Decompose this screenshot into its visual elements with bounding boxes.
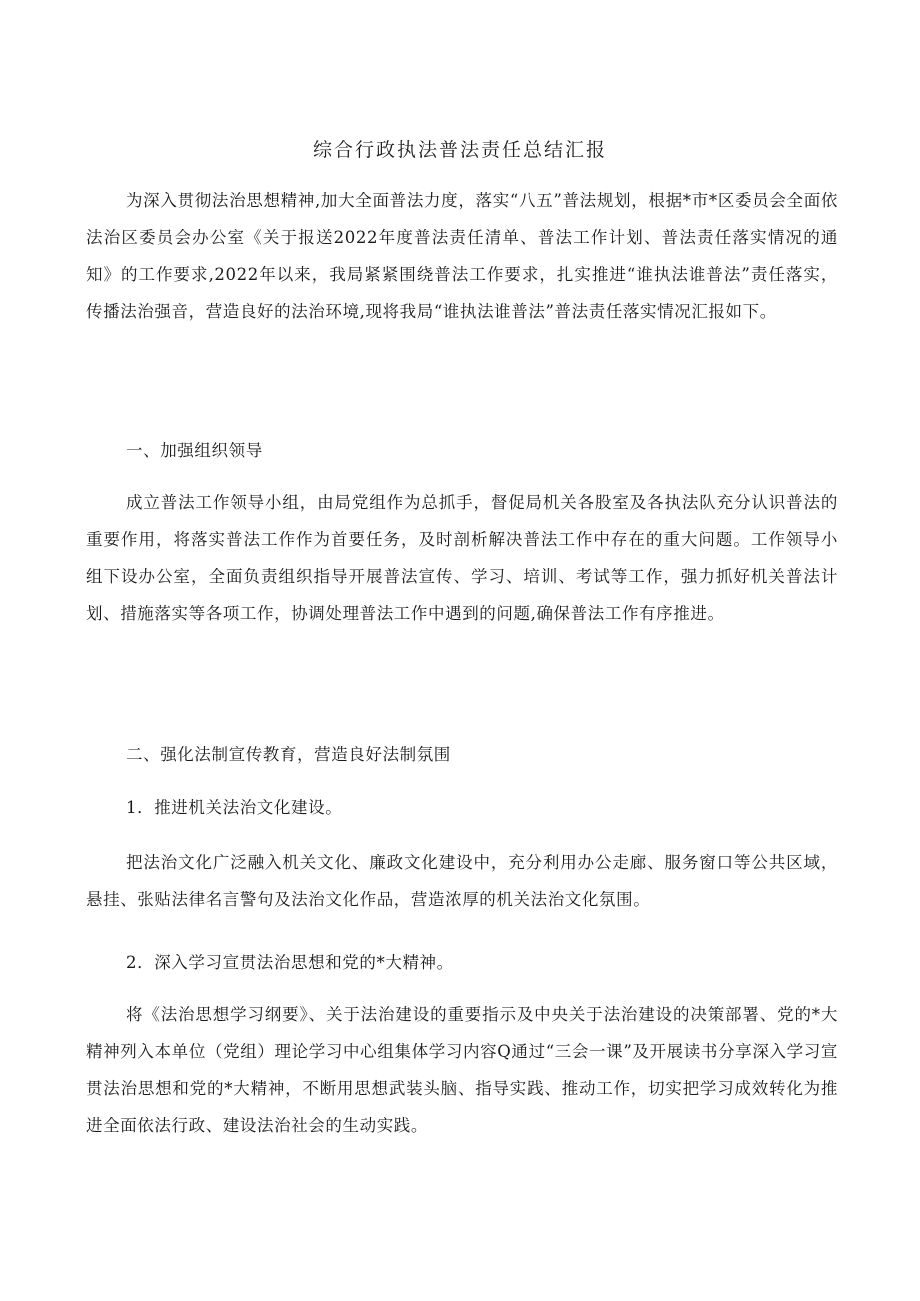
document-title: 综合行政执法普法责任总结汇报 — [312, 139, 607, 161]
section-1-paragraph: 成立普法工作领导小组，由局党组作为总抓手，督促局机关各股室及各执法队充分认识普法的重要作用，将落实普法工作作为首要任务，及时剖析解决普法工作中存在的重大问题。工作领导小组下设办公室，全面负责组织指导开展普法宣传、学习、培训、考试等工作，强力抓好机关普法计划、措施落实等各项工作，协调处理普法工作中遇到的问题,确保普法工作有序推进。 — [86, 493, 838, 623]
intro-paragraph: 为深入贯彻法治思想精神,加大全面普法力度，落实“八五”普法规划，根据*市*区委员会全面依法治区委员会办公室《关于报送2022年度普法责任清单、普法工作计划、普法责任落实情况的通知》的工作要求,2022年以来，我局紧紧围绕普法工作要求，扎实推进“谁执法谁普法”责任落实，传播法治强音，营造良好的法治环境,现将我局“谁执法谁普法”普法责任落实情况汇报如下。 — [86, 191, 838, 321]
section-1-heading: 一、加强组织领导 — [126, 441, 263, 460]
item-1-heading: 1．推进机关法治文化建设。 — [126, 798, 343, 817]
section-2-heading: 二、强化法制宣传教育，营造良好法制氛围 — [126, 745, 451, 764]
item-2-heading: 2．深入学习宣贯法治思想和党的*大精神。 — [126, 953, 454, 972]
item-1-paragraph: 把法治文化广泛融入机关文化、廉政文化建设中，充分利用办公走廊、服务窗口等公共区域，悬挂、张贴法律名言警句及法治文化作品，营造浓厚的机关法治文化氛围。 — [86, 853, 838, 909]
item-2-paragraph: 将《法治思想学习纲要》、关于法治建设的重要指示及中央关于法治建设的决策部署、党的*大精神列入本单位（党组）理论学习中心组集体学习内容Q通过“三会一课”及开展读书分享深入学习宣贯法治思想和党的*大精神，不断用思想武装头脑、指导实践、推动工作，切实把学习成效转化为推进全面依法行政、建设法治社会的生动实践。 — [86, 1005, 838, 1135]
